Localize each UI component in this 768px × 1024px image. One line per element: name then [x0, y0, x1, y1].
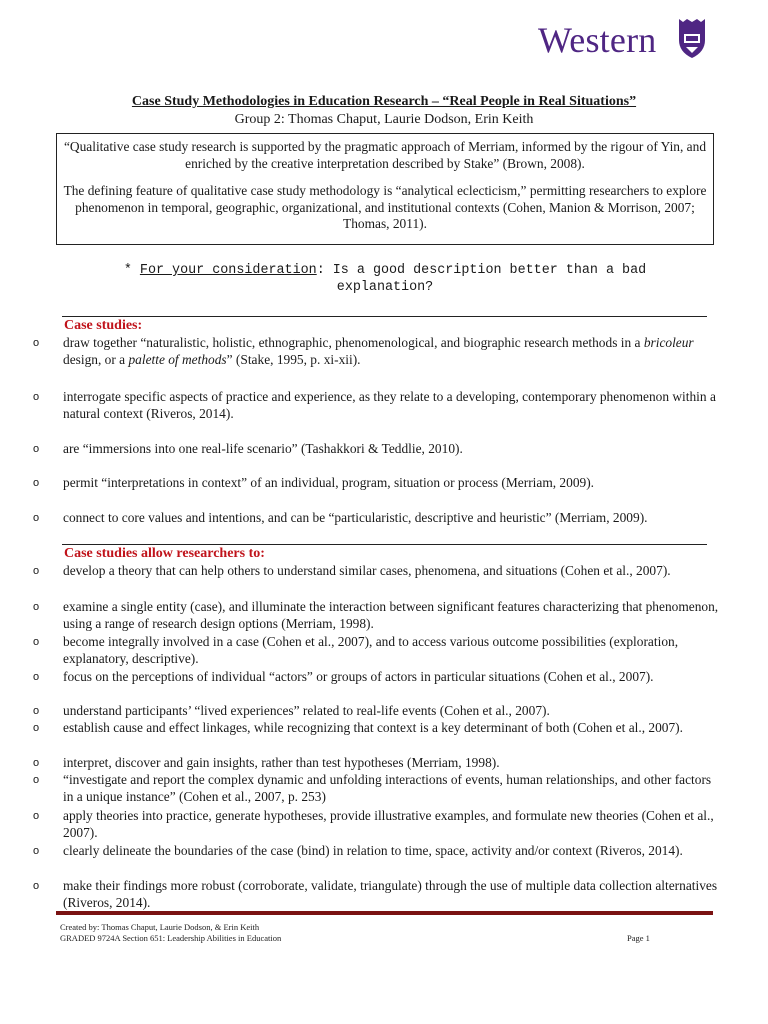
section-heading-researchers: Case studies allow researchers to:	[64, 546, 265, 561]
shield-crest-icon	[677, 18, 707, 60]
bullet: o	[33, 565, 40, 577]
bullet: o	[33, 636, 40, 648]
logo-wordmark: Western	[538, 20, 657, 60]
bullet: o	[33, 477, 40, 489]
bullet: o	[33, 774, 40, 786]
bullet: o	[33, 705, 40, 717]
western-logo	[538, 18, 738, 64]
quote-paragraph-1: “Qualitative case study research is supported by the pragmatic approach of Merriam, informed by the rigour of Yin, and enriched by the creative interpretation described by Stake” (Brown, 2008).	[63, 139, 707, 171]
bullet: o	[33, 391, 40, 403]
consideration-label: For your consideration	[139, 263, 317, 278]
footer-created-by: Created by: Thomas Chaput, Laurie Dodson, & Erin Keith	[60, 922, 260, 932]
bullet: o	[33, 601, 40, 613]
bullet: o	[33, 671, 40, 683]
bullet: o	[33, 757, 40, 769]
page-number: Page 1	[627, 933, 650, 943]
bullet: o	[33, 880, 40, 892]
bullet: o	[33, 337, 40, 349]
section-divider	[62, 544, 707, 545]
consideration-prompt	[100, 262, 670, 296]
footer-course: GRADED 9724A Section 651: Leadership Abilities in Education	[60, 933, 282, 943]
bullet: o	[33, 810, 40, 822]
bullet: o	[33, 845, 40, 857]
consideration-question: : Is a good description better than a bad explanation?	[316, 263, 647, 295]
bullet: o	[33, 443, 40, 455]
footer-divider	[56, 911, 713, 915]
quote-box	[56, 133, 714, 245]
section-heading-case-studies: Case studies:	[64, 318, 143, 333]
group-authors: Group 2: Thomas Chaput, Laurie Dodson, Erin Keith	[234, 112, 534, 127]
section-divider	[62, 316, 707, 317]
consideration-star: *	[123, 263, 140, 278]
document-title: Case Study Methodologies in Education Research – “Real People in Real Situations”	[131, 94, 637, 109]
bullet: o	[33, 722, 40, 734]
quote-paragraph-2: The defining feature of qualitative case study methodology is “analytical eclecticism,” permitting researchers to explore phenomenon in temporal, geographic, organizational, and institutional contexts (Cohen, Manion & Morrison, 2007; Thomas, 2011).	[63, 183, 707, 231]
bullet: o	[33, 512, 40, 524]
